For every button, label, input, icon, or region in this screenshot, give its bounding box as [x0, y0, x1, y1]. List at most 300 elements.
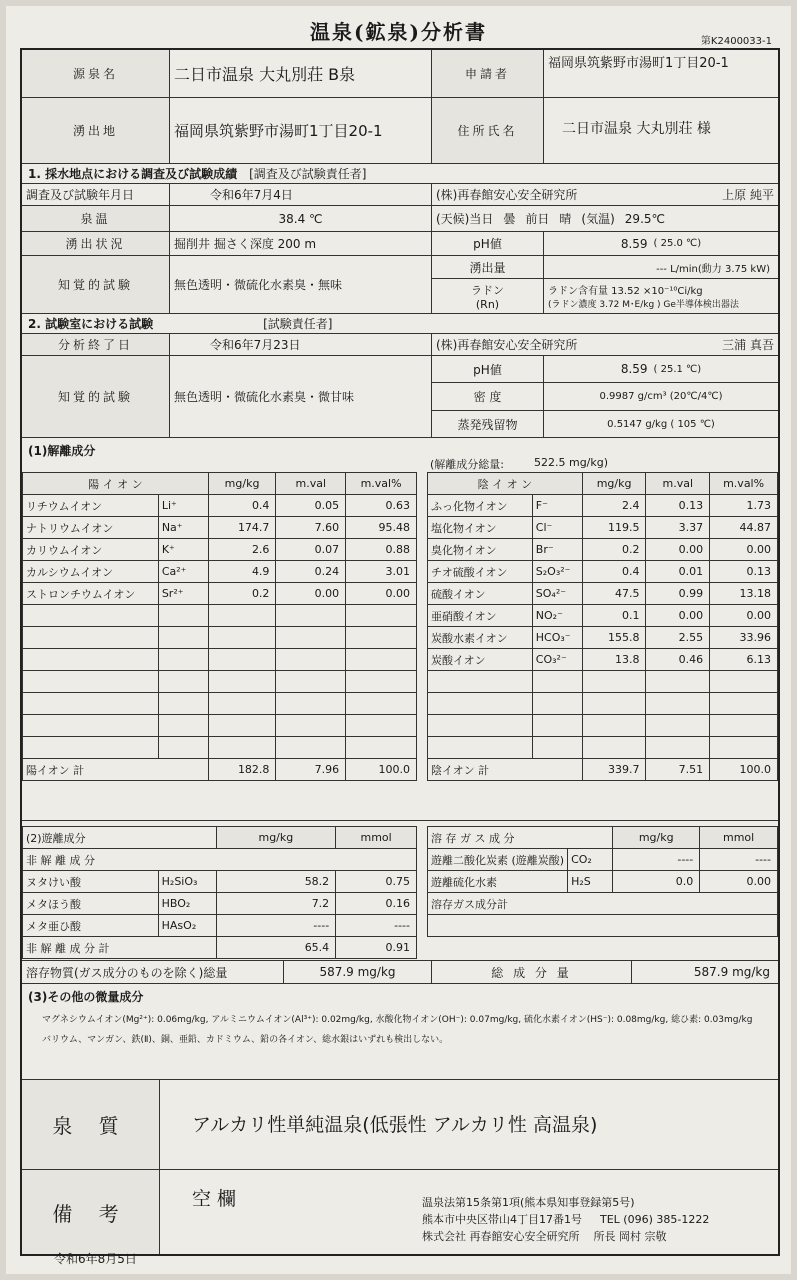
cation-mval: 7.60	[276, 517, 346, 539]
grand-total: 587.9 mg/kg	[693, 965, 770, 979]
weather-today: 曇	[503, 212, 516, 226]
ph-label-2: pH値	[432, 356, 544, 382]
sensory-2: 無色透明・微硫化水素臭・微甘味	[170, 356, 432, 437]
issue-date: 令和6年8月5日	[54, 1252, 137, 1266]
cation-mval-pct: 0.63	[346, 495, 417, 517]
spring-temp-label: 泉温	[22, 206, 170, 231]
cation-mval-pct	[346, 649, 417, 671]
anion-mval: 0.13	[646, 495, 710, 517]
footer-company: 株式会社 再春館安心安全研究所	[422, 1230, 580, 1243]
cation-mgkg: 2.6	[208, 539, 276, 561]
anion-name	[428, 671, 533, 693]
gas-label: 溶 存 ガ ス 成 分	[428, 827, 613, 849]
trace-line-1: マグネシウムイオン(Mg²⁺): 0.06mg/kg, アルミニウムイオン(Al³⁺): 0.02mg/kg, 水酸化物イオン(OH⁻): 0.07mg/kg, 硫化水素イオン(HS⁻): 0.08mg/kg, 総ひ素: 0.03mg/kg	[42, 1015, 753, 1025]
cation-name	[23, 605, 159, 627]
cation-name: カリウムイオン	[23, 539, 159, 561]
table-row	[428, 737, 778, 759]
cation-col-1: m.val	[276, 473, 346, 495]
anion-mval-pct: 33.96	[710, 627, 778, 649]
sensory-row-2	[22, 356, 778, 438]
cation-total-pct: 100.0	[346, 759, 417, 781]
grand-total-label: 総 成 分 量	[432, 961, 632, 983]
remarks-label: 備 考	[22, 1170, 160, 1254]
cation-mgkg: 4.9	[208, 561, 276, 583]
gas-total-row	[428, 893, 778, 915]
nondiss-symbol: H₂SiO₃	[158, 871, 216, 893]
cation-mval-pct	[346, 671, 417, 693]
cation-total-row	[23, 759, 417, 781]
flow-value: --- L/min(動力 3.75 kW)	[656, 263, 770, 275]
footer-tel: TEL (096) 385-1222	[600, 1213, 710, 1226]
anion-mval: 0.01	[646, 561, 710, 583]
table-row	[428, 539, 778, 561]
nondiss-mgkg: ----	[216, 915, 336, 937]
residue-label: 蒸発残留物	[432, 410, 544, 438]
nondiss-symbol: HAsO₂	[158, 915, 216, 937]
cation-mgkg: 0.4	[208, 495, 276, 517]
cation-mgkg	[208, 649, 276, 671]
anion-name	[428, 693, 533, 715]
section1-person: 上原 純平	[722, 188, 774, 202]
section1-date-row	[22, 184, 778, 206]
cation-symbol: K⁺	[158, 539, 208, 561]
radon-label: ラドン	[471, 283, 504, 297]
anion-mval: 3.37	[646, 517, 710, 539]
cation-mval	[276, 605, 346, 627]
cation-mval-pct: 0.00	[346, 583, 417, 605]
end-date: 令和6年7月23日	[170, 334, 432, 355]
dissociated-heading: (1)解離成分	[28, 444, 96, 458]
cation-symbol	[158, 715, 208, 737]
anion-symbol: NO₂⁻	[532, 605, 582, 627]
anion-mval-pct	[710, 715, 778, 737]
anion-mval-pct: 44.87	[710, 517, 778, 539]
table-row	[23, 893, 417, 915]
cation-mval	[276, 693, 346, 715]
header-row-1	[22, 36, 778, 98]
survey-date-label: 調査及び試験年月日	[22, 184, 170, 205]
cation-mgkg: 174.7	[208, 517, 276, 539]
anion-mval-pct: 0.13	[710, 561, 778, 583]
anion-name: チオ硫酸イオン	[428, 561, 533, 583]
anion-mgkg	[582, 693, 646, 715]
anion-mval: 0.00	[646, 539, 710, 561]
cation-symbol	[158, 671, 208, 693]
ph-value-1: 8.59	[620, 236, 648, 251]
anion-header: 陰 イ オ ン	[428, 473, 583, 495]
cation-mgkg: 0.2	[208, 583, 276, 605]
gas-spacer	[428, 915, 778, 937]
table-row	[428, 649, 778, 671]
anion-total-label: 陰イオン 計	[428, 759, 583, 781]
dissolved-total-row	[22, 960, 778, 984]
table-row	[23, 561, 417, 583]
table-row	[23, 915, 417, 937]
gas-col-mg: mg/kg	[613, 827, 700, 849]
cation-mval-pct	[346, 693, 417, 715]
cation-name: カルシウムイオン	[23, 561, 159, 583]
cation-header: 陽 イ オ ン	[23, 473, 209, 495]
anion-mval: 0.46	[646, 649, 710, 671]
gas-total-label: 溶存ガス成分計	[428, 893, 778, 915]
anion-total-mval: 7.51	[646, 759, 710, 781]
anion-mval	[646, 737, 710, 759]
cation-mgkg	[208, 627, 276, 649]
section1-heading: 1. 採水地点における調査及び試験成績	[28, 167, 238, 181]
end-date-label: 分析終了日	[22, 334, 170, 355]
cation-mval: 0.07	[276, 539, 346, 561]
footer-address: 熊本市中央区帯山4丁目17番1号	[422, 1213, 582, 1226]
sensory-label-2: 知覚的試験	[22, 356, 170, 437]
footer-director: 所長 岡村 宗敬	[593, 1230, 667, 1243]
section1-org: (株)再春館安心安全研究所	[436, 188, 578, 202]
header-row-2	[22, 98, 778, 164]
anion-symbol	[532, 737, 582, 759]
address-label: 住所氏名	[432, 98, 544, 163]
anion-name: 塩化物イオン	[428, 517, 533, 539]
quality-value: アルカリ性単純温泉(低張性 アルカリ性 高温泉)	[192, 1114, 598, 1136]
anion-total-pct: 100.0	[710, 759, 778, 781]
nondiss-mgkg: 58.2	[216, 871, 336, 893]
anion-mval: 0.99	[646, 583, 710, 605]
anion-mval-pct: 1.73	[710, 495, 778, 517]
gas-mgkg: ----	[613, 849, 700, 871]
applicant-label: 申請者	[432, 50, 544, 97]
sensory-row-1	[22, 256, 778, 314]
nondiss-col-mg: mg/kg	[216, 827, 336, 849]
anion-mval-pct: 0.00	[710, 539, 778, 561]
anion-name	[428, 715, 533, 737]
flow-status-label: 湧出状況	[22, 232, 170, 255]
air-temp-label: (気温)	[581, 212, 615, 226]
anion-mgkg: 47.5	[582, 583, 646, 605]
nondiss-label: 非 解 離 成 分	[23, 849, 417, 871]
source-label: 源泉名	[22, 50, 170, 97]
section2-heading: 2. 試験室における試験	[28, 317, 154, 331]
table-row	[23, 871, 417, 893]
gas-mmol: ----	[700, 849, 778, 871]
table-row	[428, 495, 778, 517]
remarks-value: 空 欄	[192, 1188, 237, 1210]
cation-header-row	[23, 473, 417, 495]
location-value: 福岡県筑紫野市湯町1丁目20-1	[170, 98, 432, 163]
anion-mval	[646, 671, 710, 693]
anion-symbol: HCO₃⁻	[532, 627, 582, 649]
cation-mgkg	[208, 605, 276, 627]
anion-col-2: m.val%	[710, 473, 778, 495]
anion-mval	[646, 715, 710, 737]
cation-name	[23, 693, 159, 715]
anion-mgkg: 2.4	[582, 495, 646, 517]
cation-mval-pct: 95.48	[346, 517, 417, 539]
density-value: 0.9987 g/cm³ (20℃/4℃)	[599, 390, 723, 402]
cation-mval: 0.05	[276, 495, 346, 517]
anion-mgkg: 119.5	[582, 517, 646, 539]
analysis-table	[20, 36, 780, 1256]
spring-temp-row	[22, 206, 778, 232]
section2-org: (株)再春館安心安全研究所	[436, 338, 578, 352]
nondiss-symbol: HBO₂	[158, 893, 216, 915]
cation-table	[22, 472, 417, 781]
nondiss-mgkg: 7.2	[216, 893, 336, 915]
cation-mgkg	[208, 737, 276, 759]
nondissociated-table	[22, 826, 417, 959]
anion-mval-pct: 6.13	[710, 649, 778, 671]
anion-mgkg	[582, 671, 646, 693]
nondiss-label-row	[23, 849, 417, 871]
anion-total-row	[428, 759, 778, 781]
weather-label: (天候)当日	[436, 212, 494, 226]
anion-mval: 2.55	[646, 627, 710, 649]
undissociated-heading-row	[23, 827, 417, 849]
cation-mval	[276, 627, 346, 649]
gas-symbol: CO₂	[568, 849, 613, 871]
cation-mval	[276, 737, 346, 759]
radon-symbol: (Rn)	[475, 297, 500, 311]
footer-block	[422, 1194, 709, 1245]
dissociated-total-label: (解離成分総量:	[430, 458, 504, 471]
cation-symbol	[158, 649, 208, 671]
density-label: 密 度	[432, 382, 544, 410]
anion-symbol: F⁻	[532, 495, 582, 517]
trace-line-2: バリウム、マンガン、鉄(Ⅱ)、銅、亜鉛、カドミウム、鉛の各イオン、総水銀はいずれも検出しない。	[42, 1035, 449, 1045]
anion-mgkg: 0.2	[582, 539, 646, 561]
anion-mgkg: 0.4	[582, 561, 646, 583]
anion-symbol: Br⁻	[532, 539, 582, 561]
source-value: 二日市温泉 大丸別荘 B泉	[170, 50, 432, 97]
anion-mval	[646, 693, 710, 715]
cation-symbol	[158, 605, 208, 627]
cation-mval-pct	[346, 605, 417, 627]
nondiss-mmol: ----	[336, 915, 417, 937]
survey-date: 令和6年7月4日	[170, 184, 432, 205]
doc-number: 第K2400033-1	[700, 36, 772, 47]
cation-mval	[276, 715, 346, 737]
cation-mval: 0.00	[276, 583, 346, 605]
anion-name	[428, 737, 533, 759]
table-row	[23, 737, 417, 759]
table-row	[428, 693, 778, 715]
table-row	[23, 693, 417, 715]
doc-title: 温泉(鉱泉)分析書	[310, 20, 487, 44]
cation-symbol: Li⁺	[158, 495, 208, 517]
undissociated-heading: (2)遊離成分	[23, 827, 217, 849]
nondiss-name: メタ亜ひ酸	[23, 915, 159, 937]
table-row	[23, 715, 417, 737]
nondiss-name: メタほう酸	[23, 893, 159, 915]
table-row	[23, 539, 417, 561]
anion-name: 亜硝酸イオン	[428, 605, 533, 627]
anion-symbol	[532, 693, 582, 715]
cation-mval	[276, 649, 346, 671]
cation-name	[23, 649, 159, 671]
residue-value: 0.5147 g/kg ( 105 ℃)	[607, 418, 715, 430]
cation-name	[23, 715, 159, 737]
table-row	[428, 605, 778, 627]
anion-total-mgkg: 339.7	[582, 759, 646, 781]
cation-mval-pct	[346, 737, 417, 759]
anion-mval: 0.00	[646, 605, 710, 627]
cation-col-2: m.val%	[346, 473, 417, 495]
analysis-sheet	[6, 6, 791, 1274]
anion-mval-pct	[710, 737, 778, 759]
gas-name: 遊離硫化水素	[428, 871, 568, 893]
nondiss-mmol: 0.16	[336, 893, 417, 915]
table-row	[23, 627, 417, 649]
cation-name: ナトリウムイオン	[23, 517, 159, 539]
anion-symbol	[532, 715, 582, 737]
sensory-1: 無色透明・微硫化水素臭・無味	[170, 256, 432, 313]
table-row	[428, 871, 778, 893]
dissolved-total: 587.9 mg/kg	[284, 961, 432, 983]
anion-symbol	[532, 671, 582, 693]
table-row	[428, 561, 778, 583]
quality-row	[22, 1080, 778, 1170]
table-row	[428, 715, 778, 737]
radon-concentration: (ラドン濃度 3.72 M･E/kg ) Ge半導体検出器法	[548, 300, 739, 310]
section2-heading-row	[22, 314, 778, 334]
ph-label-1: pH値	[432, 232, 544, 255]
anion-name: 炭酸水素イオン	[428, 627, 533, 649]
section1-heading-row	[22, 164, 778, 184]
gas-mmol: 0.00	[700, 871, 778, 893]
ph-temp-1: ( 25.0 ℃)	[653, 238, 702, 249]
table-row	[428, 671, 778, 693]
anion-mval-pct: 13.18	[710, 583, 778, 605]
table-row	[428, 517, 778, 539]
dissociated-total: 522.5 mg/kg)	[534, 456, 609, 469]
cation-mgkg	[208, 715, 276, 737]
cation-symbol: Ca²⁺	[158, 561, 208, 583]
cation-mval-pct: 3.01	[346, 561, 417, 583]
cation-symbol: Na⁺	[158, 517, 208, 539]
flow-status: 掘削井 掘さく深度 200 m	[170, 232, 432, 255]
cation-name	[23, 671, 159, 693]
cation-col-0: mg/kg	[208, 473, 276, 495]
footer-law: 温泉法第15条第1項(熊本県知事登録第5号)	[422, 1196, 635, 1209]
cation-mgkg	[208, 693, 276, 715]
gas-spacer-row	[428, 915, 778, 937]
sensory-label-1: 知覚的試験	[22, 256, 170, 313]
flow-status-row	[22, 232, 778, 256]
weather-prev: 晴	[559, 212, 572, 226]
cation-name: ストロンチウムイオン	[23, 583, 159, 605]
nondiss-name: ヌタけい酸	[23, 871, 159, 893]
cation-mval-pct	[346, 627, 417, 649]
table-row	[23, 583, 417, 605]
anion-table	[427, 472, 778, 781]
nondiss-total-mgkg: 65.4	[216, 937, 336, 959]
cation-name	[23, 737, 159, 759]
air-temp: 29.5℃	[624, 211, 665, 226]
anion-mgkg: 13.8	[582, 649, 646, 671]
section1-responsible: [調査及び試験責任者]	[249, 167, 367, 181]
ph-value-2: 8.59	[620, 362, 648, 376]
anion-symbol: SO₄²⁻	[532, 583, 582, 605]
applicant-name: 二日市温泉 大丸別荘 様	[562, 121, 711, 137]
anion-mgkg: 0.1	[582, 605, 646, 627]
table-row	[428, 583, 778, 605]
cation-mval	[276, 671, 346, 693]
anion-symbol: Cl⁻	[532, 517, 582, 539]
cation-symbol: Sr²⁺	[158, 583, 208, 605]
spring-temp: 38.4 ℃	[170, 206, 432, 231]
nondiss-total-row	[23, 937, 417, 959]
anion-mval-pct: 0.00	[710, 605, 778, 627]
table-row	[428, 849, 778, 871]
anion-mgkg	[582, 715, 646, 737]
cation-total-mgkg: 182.8	[208, 759, 276, 781]
gas-symbol: H₂S	[568, 871, 613, 893]
remarks-row	[22, 1170, 778, 1254]
anion-col-0: mg/kg	[582, 473, 646, 495]
cation-name: リチウムイオン	[23, 495, 159, 517]
table-row	[23, 649, 417, 671]
anion-symbol: S₂O₃²⁻	[532, 561, 582, 583]
anion-name: 炭酸イオン	[428, 649, 533, 671]
nondiss-total-label: 非 解 離 成 分 計	[23, 937, 217, 959]
trace-heading: (3)その他の微量成分	[28, 990, 144, 1004]
anion-symbol: CO₃²⁻	[532, 649, 582, 671]
applicant-address: 福岡県筑紫野市湯町1丁目20-1	[548, 56, 729, 71]
location-label: 湧出地	[22, 98, 170, 163]
cation-symbol	[158, 627, 208, 649]
anion-mgkg	[582, 737, 646, 759]
section2-date-row	[22, 334, 778, 356]
cation-mgkg	[208, 671, 276, 693]
anion-mval-pct	[710, 693, 778, 715]
table-row	[23, 605, 417, 627]
anion-mval-pct	[710, 671, 778, 693]
anion-col-1: m.val	[646, 473, 710, 495]
dissolved-label: 溶存物質(ガス成分のものを除く)総量	[22, 961, 284, 983]
gas-name: 遊離二酸化炭素 (遊離炭酸)	[428, 849, 568, 871]
table-row	[23, 671, 417, 693]
nondiss-total-mmol: 0.91	[336, 937, 417, 959]
gas-table	[427, 826, 778, 937]
anion-name: 硫酸イオン	[428, 583, 533, 605]
table-row	[428, 627, 778, 649]
cation-total-mval: 7.96	[276, 759, 346, 781]
gas-mgkg: 0.0	[613, 871, 700, 893]
cation-name	[23, 627, 159, 649]
section2-person: 三浦 真吾	[722, 338, 774, 352]
gas-header-row	[428, 827, 778, 849]
cation-mval: 0.24	[276, 561, 346, 583]
anion-name: ふっ化物イオン	[428, 495, 533, 517]
dissociated-heading-row	[22, 438, 778, 472]
nondiss-mmol: 0.75	[336, 871, 417, 893]
trace-row	[22, 984, 778, 1080]
cation-mval-pct: 0.88	[346, 539, 417, 561]
quality-label: 泉 質	[22, 1080, 160, 1169]
cation-symbol	[158, 693, 208, 715]
cation-symbol	[158, 737, 208, 759]
section2-responsible: [試験責任者]	[263, 317, 333, 331]
nondiss-col-mmol: mmol	[336, 827, 417, 849]
table-row	[23, 517, 417, 539]
cation-total-label: 陽イオン 計	[23, 759, 209, 781]
cation-mval-pct	[346, 715, 417, 737]
ph-temp-2: ( 25.1 ℃)	[653, 363, 702, 375]
table-row	[23, 495, 417, 517]
anion-header-row	[428, 473, 778, 495]
weather-prev-label: 前日	[525, 212, 550, 226]
flow-label: 湧出量	[432, 256, 544, 278]
radon-content: ラドン含有量 13.52 ×10⁻¹⁰Ci/kg	[548, 286, 703, 297]
anion-name: 臭化物イオン	[428, 539, 533, 561]
anion-mgkg: 155.8	[582, 627, 646, 649]
